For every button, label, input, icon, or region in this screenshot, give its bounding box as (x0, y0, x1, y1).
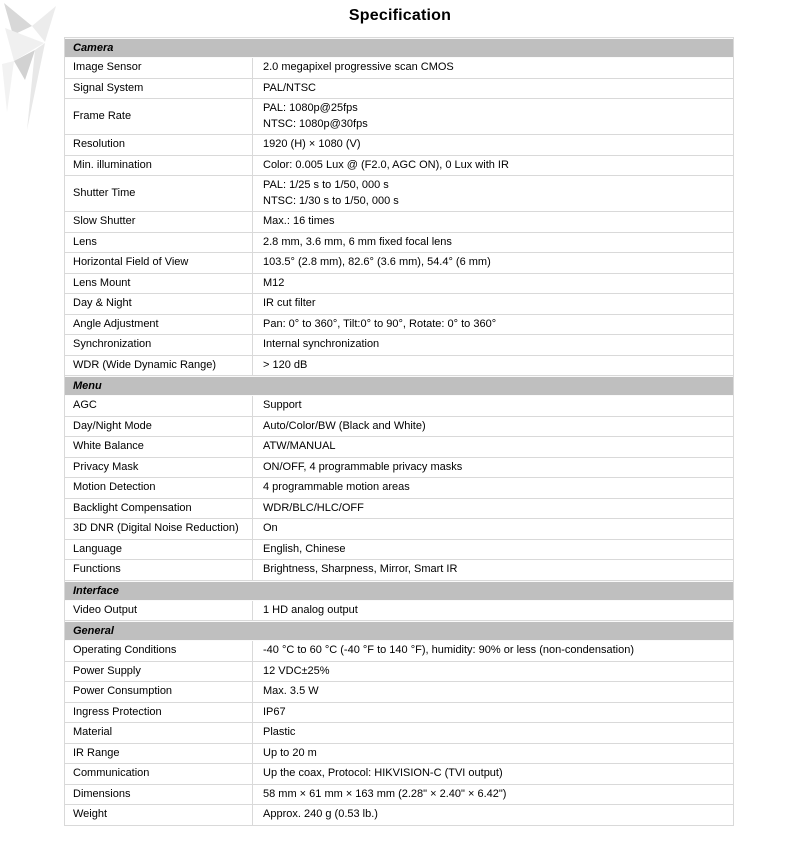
row-value-line: 1 HD analog output (263, 603, 358, 616)
row-value (253, 764, 733, 784)
row-value-line: 2.0 megapixel progressive scan CMOS (263, 61, 454, 73)
table-row (65, 723, 733, 744)
table-row (65, 156, 733, 177)
table-row (65, 560, 733, 581)
table-row (65, 335, 733, 356)
row-value-line: NTSC: 1/30 s to 1/50, 000 s (263, 194, 399, 207)
row-label: Material (65, 723, 253, 743)
row-label: Frame Rate (65, 99, 253, 134)
row-value-line: On (263, 522, 278, 534)
row-value-line: 4 programmable motion areas (263, 481, 410, 493)
table-row (65, 79, 733, 100)
table-row (65, 294, 733, 315)
row-value-line: -40 °C to 60 °C (-40 °F to 140 °F), humidity: 90% or less (non-condensation) (263, 644, 634, 656)
table-row (65, 785, 733, 806)
row-label: Motion Detection (65, 478, 253, 498)
row-value (253, 417, 733, 437)
row-value (253, 744, 733, 764)
section-header: Menu (65, 376, 733, 396)
table-row (65, 58, 733, 79)
row-label: Horizontal Field of View (65, 253, 253, 273)
row-label: AGC (65, 396, 253, 416)
row-value (253, 274, 733, 294)
row-value (253, 253, 733, 273)
table-row (65, 540, 733, 561)
table-row (65, 519, 733, 540)
row-label: Slow Shutter (65, 212, 253, 232)
table-row (65, 176, 733, 212)
table-row (65, 417, 733, 438)
row-label: Synchronization (65, 335, 253, 355)
row-label: Communication (65, 764, 253, 784)
row-value (253, 785, 733, 805)
table-row (65, 274, 733, 295)
section-header: Interface (65, 581, 733, 601)
row-value (253, 315, 733, 335)
row-label: Power Consumption (65, 682, 253, 702)
table-row (65, 499, 733, 520)
row-label: 3D DNR (Digital Noise Reduction) (65, 519, 253, 539)
row-value-line: Pan: 0° to 360°, Tilt:0° to 90°, Rotate: 0° to 360° (263, 317, 497, 330)
row-label: Video Output (65, 601, 253, 621)
row-label: Operating Conditions (65, 641, 253, 661)
row-value-line: 1920 (H) × 1080 (V) (263, 138, 361, 150)
row-value-line: > 120 dB (263, 358, 308, 371)
row-value-line: PAL: 1080p@25fps (263, 102, 358, 114)
section-header: Camera (65, 38, 733, 58)
row-value (253, 682, 733, 702)
row-value (253, 212, 733, 232)
row-label: Dimensions (65, 785, 253, 805)
row-value (253, 662, 733, 682)
row-value-line: M12 (263, 276, 285, 289)
row-value-line: Auto/Color/BW (Black and White) (263, 419, 426, 432)
row-label: Resolution (65, 135, 253, 155)
table-row (65, 744, 733, 765)
row-value (253, 458, 733, 478)
row-value-line: Plastic (263, 726, 296, 738)
table-row (65, 764, 733, 785)
row-value-line: Max. 3.5 W (263, 685, 319, 697)
row-value-line: English, Chinese (263, 542, 346, 555)
row-value (253, 560, 733, 580)
row-value (253, 335, 733, 355)
table-row (65, 682, 733, 703)
row-value-line: IR cut filter (263, 297, 316, 309)
row-value (253, 478, 733, 498)
row-value (253, 723, 733, 743)
table-row (65, 233, 733, 254)
row-label: Signal System (65, 79, 253, 99)
row-label: Ingress Protection (65, 703, 253, 723)
row-value-line: NTSC: 1080p@30fps (263, 117, 368, 130)
row-value (253, 519, 733, 539)
table-row (65, 478, 733, 499)
table-row (65, 458, 733, 479)
row-value-line: WDR/BLC/HLC/OFF (263, 501, 364, 514)
row-label: Lens (65, 233, 253, 253)
row-value (253, 176, 733, 211)
spec-table (64, 37, 734, 826)
row-value-line: Up to 20 m (263, 746, 317, 759)
row-value (253, 294, 733, 314)
table-row (65, 601, 733, 622)
table-row (65, 315, 733, 336)
row-label: IR Range (65, 744, 253, 764)
table-row (65, 703, 733, 724)
page-title: Specification (348, 7, 452, 24)
row-label: White Balance (65, 437, 253, 457)
row-value (253, 356, 733, 376)
table-row (65, 99, 733, 135)
row-label: Backlight Compensation (65, 499, 253, 519)
row-value (253, 499, 733, 519)
row-value (253, 135, 733, 155)
row-label: Day & Night (65, 294, 253, 314)
table-row (65, 437, 733, 458)
row-label: Min. illumination (65, 156, 253, 176)
row-value (253, 805, 733, 825)
row-value (253, 79, 733, 99)
row-value-line: 103.5° (2.8 mm), 82.6° (3.6 mm), 54.4° (6 mm) (263, 256, 491, 268)
table-row (65, 253, 733, 274)
row-value-line: Support (263, 399, 302, 411)
row-value-line: ATW/MANUAL (263, 440, 336, 452)
row-value-line: 58 mm × 61 mm × 163 mm (2.28" × 2.40" × 6.42") (263, 787, 507, 800)
row-label: Language (65, 540, 253, 560)
row-value-line: Max.: 16 times (263, 215, 335, 227)
row-label: Image Sensor (65, 58, 253, 78)
row-value-line: PAL/NTSC (263, 81, 316, 94)
row-value (253, 703, 733, 723)
table-row (65, 396, 733, 417)
table-row (65, 356, 733, 377)
row-value-line: Brightness, Sharpness, Mirror, Smart IR (263, 563, 458, 575)
table-row (65, 641, 733, 662)
row-value (253, 437, 733, 457)
row-value-line: ON/OFF, 4 programmable privacy masks (263, 460, 463, 473)
row-value-line: PAL: 1/25 s to 1/50, 000 s (263, 179, 389, 191)
row-value (253, 641, 733, 661)
row-label: Shutter Time (65, 176, 253, 211)
row-value-line: IP67 (263, 705, 286, 718)
row-value (253, 99, 733, 134)
row-value (253, 233, 733, 253)
row-value-line: Up the coax, Protocol: HIKVISION-C (TVI output) (263, 767, 503, 779)
table-row (65, 135, 733, 156)
table-row (65, 662, 733, 683)
row-value (253, 396, 733, 416)
row-value-line: Internal synchronization (263, 338, 380, 350)
row-label: Privacy Mask (65, 458, 253, 478)
row-label: Weight (65, 805, 253, 825)
section-header: General (65, 621, 733, 641)
row-value (253, 58, 733, 78)
row-label: Lens Mount (65, 274, 253, 294)
row-label: Angle Adjustment (65, 315, 253, 335)
row-value-line: 12 VDC±25% (263, 664, 330, 677)
row-value-line: Color: 0.005 Lux @ (F2.0, AGC ON), 0 Lux with IR (263, 158, 509, 171)
table-row (65, 805, 733, 825)
row-label: Functions (65, 560, 253, 580)
row-value (253, 540, 733, 560)
row-value-line: 2.8 mm, 3.6 mm, 6 mm fixed focal lens (263, 235, 452, 248)
table-row (65, 212, 733, 233)
row-value-line: Approx. 240 g (0.53 lb.) (263, 808, 378, 820)
row-label: Day/Night Mode (65, 417, 253, 437)
row-value (253, 601, 733, 621)
row-value (253, 156, 733, 176)
row-label: WDR (Wide Dynamic Range) (65, 356, 253, 376)
row-label: Power Supply (65, 662, 253, 682)
